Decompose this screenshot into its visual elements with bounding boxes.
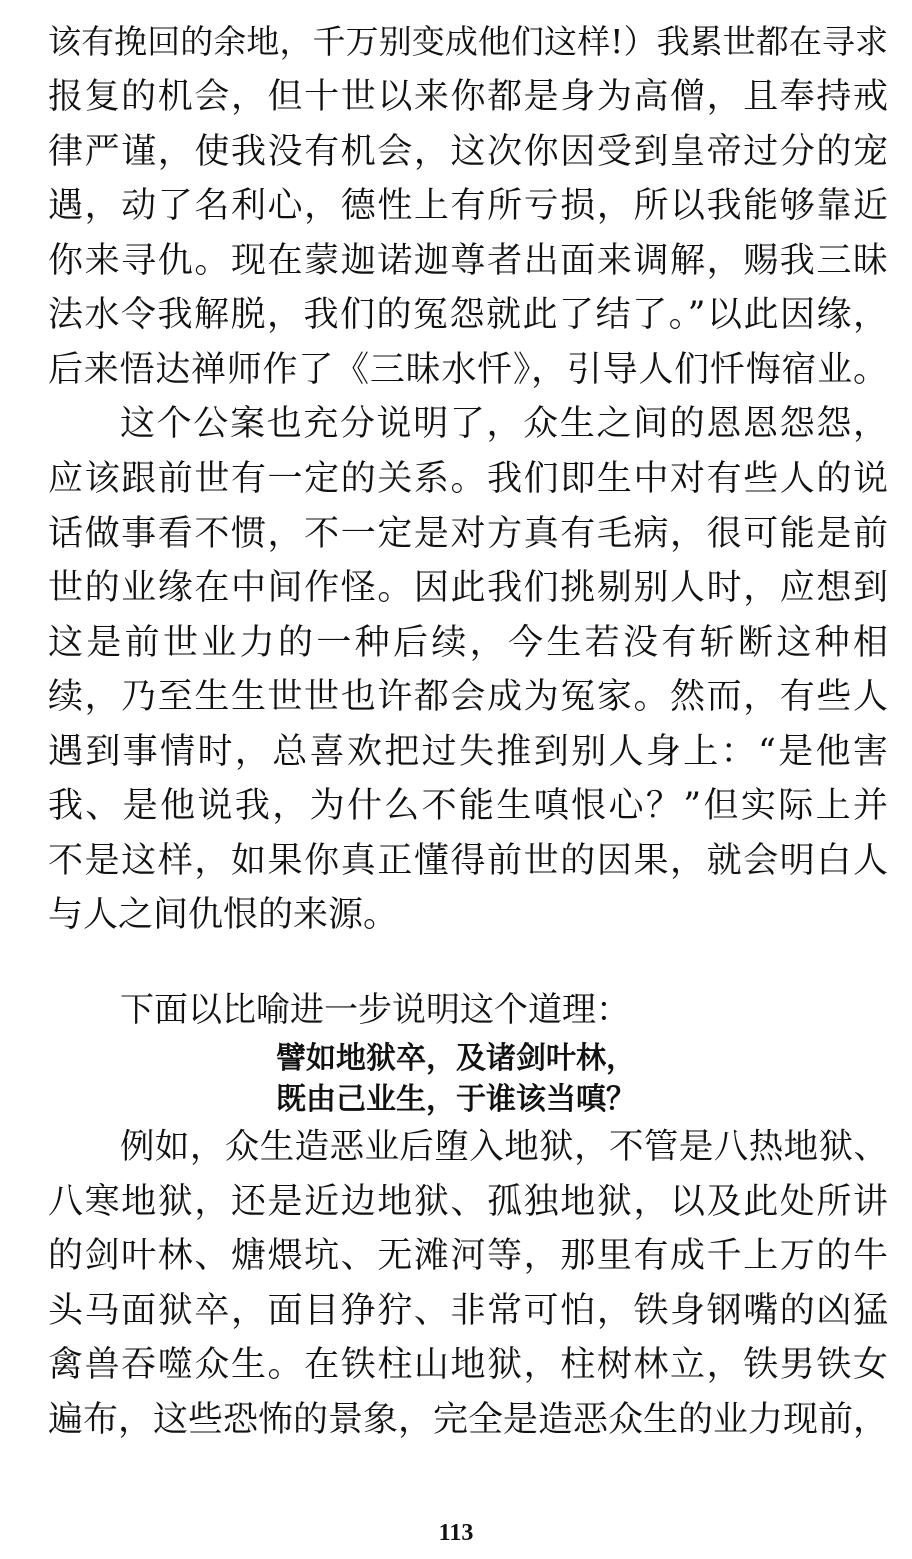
paragraph-2-line-2: 应该跟前世有一定的关系。我们即生中对有些人的说 [48,459,888,499]
paragraph-2-line-5: 这是前世业力的一种后续，今生若没有斩断这种相 [48,623,888,663]
paragraph-2-line-8: 我、是他说我，为什么不能生嗔恨心？”但实际上并 [48,786,888,826]
verse-intro: 下面以比喻进一步说明这个道理： [120,990,630,1030]
paragraph-3-line-1: 例如，众生造恶业后堕入地狱，不管是八热地狱、 [120,1127,888,1167]
paragraph-1-line-3: 律严谨，使我没有机会，这次你因受到皇帝过分的宠 [48,132,888,172]
verse-line-1: 譬如地狱卒，及诸剑叶林， [276,1041,636,1076]
paragraph-3-line-6: 遍布，这些恐怖的景象，完全是造恶众生的业力现前， [48,1400,889,1440]
paragraph-2-line-1: 这个公案也充分说明了，众生之间的恩恩怨怨， [120,404,888,444]
paragraph-3-line-2: 八寒地狱，还是近边地狱、孤独地狱，以及此处所讲 [48,1182,888,1222]
paragraph-1-line-2: 报复的机会，但十世以来你都是身为高僧，且奉持戒 [48,77,888,117]
verse-line-2: 既由己业生，于谁该当嗔？ [276,1082,636,1117]
paragraph-1-line-7: 后来悟达禅师作了《三昧水忏》，引导人们忏悔宿业。 [48,350,888,390]
paragraph-2-line-10: 与人之间仇恨的来源。 [48,895,399,935]
paragraph-2-line-6: 续，乃至生生世世也许都会成为冤家。然而，有些人 [48,677,888,717]
paragraph-2-line-4: 世的业缘在中间作怪。因此我们挑剔别人时，应想到 [48,568,888,608]
paragraph-1-line-5: 你来寻仇。现在蒙迦诺迦尊者出面来调解，赐我三昧 [48,241,888,281]
paragraph-1-line-4: 遇，动了名利心，德性上有所亏损，所以我能够靠近 [48,186,888,226]
paragraph-2-line-7: 遇到事情时，总喜欢把过失推到别人身上：“是他害 [48,732,888,772]
paragraph-3-line-5: 禽兽吞噬众生。在铁柱山地狱，柱树林立，铁男铁女 [48,1345,888,1385]
paragraph-3-line-4: 头马面狱卒，面目狰狞、非常可怕，铁身钢嘴的凶猛 [48,1291,888,1331]
paragraph-2-line-3: 话做事看不惯，不一定是对方真有毛病，很可能是前 [48,514,888,554]
paragraph-3-line-3: 的剑叶林、煻煨坑、无滩河等，那里有成千上万的牛 [48,1236,888,1276]
paragraph-1-line-1: 该有挽回的余地，千万别变成他们这样!）我累世都在寻求 [48,22,888,61]
paragraph-2-line-9: 不是这样，如果你真正懂得前世的因果，就会明白人 [48,841,888,881]
page-number: 113 [438,1520,474,1546]
paragraph-1-line-6: 法水令我解脱，我们的冤怨就此了结了。”以此因缘， [48,295,888,335]
